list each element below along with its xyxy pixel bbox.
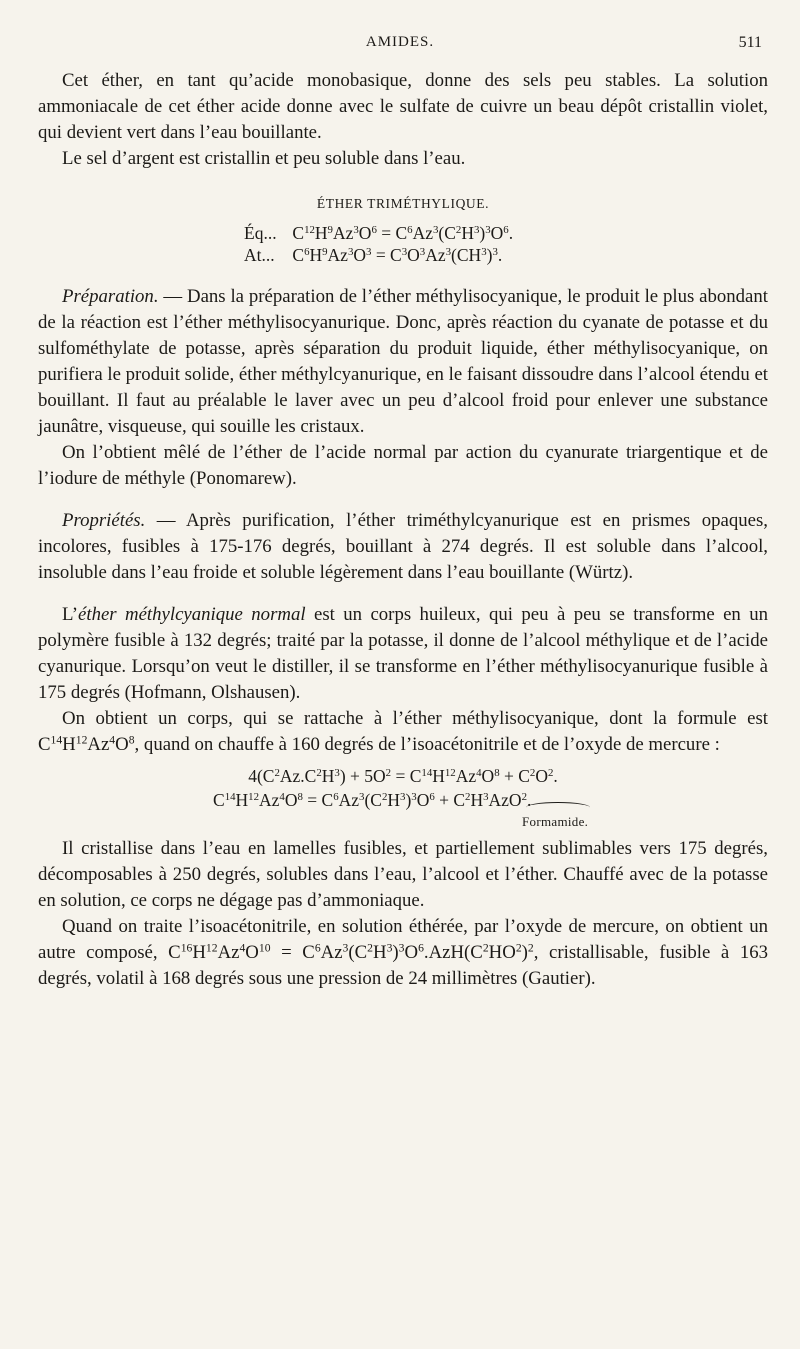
paragraph-sel-argent: Le sel d’argent est cristallin et peu soluble dans l’eau.	[62, 148, 466, 169]
paragraph-preparation	[38, 284, 768, 440]
preparation-text: — Dans la préparation de l’éther méthylisocyanique, le produit le plus abondant de la réaction est l’éther méthylisocyanurique. Donc, après réaction du cyanate de potasse et du sulfométhylate de potasse, après séparation du produit liquide, éther méthylisocyanique, on purifiera le produit solide, éther méthylcyanurique, en le faisant dissoudre dans l’alcool étendu et bouillant. Il faut au préalable le laver avec un peu d’alcool froid pour enlever une substance jaunâtre, visqueuse, qui souille les cristaux.	[38, 286, 768, 437]
paragraph-ether-acide: Cet éther, en tant qu’acide monobasique, donne des sels peu stables. La solution ammoniacale de cet éther acide donne avec le sulfate de cuivre un beau dépôt cristallin violet, qui devient vert dans l’eau bouillante.	[38, 70, 768, 143]
formamide-brace	[526, 802, 590, 813]
ether-normal-text: est un corps huileux, qui peu à peu se transforme en un polymère fusible à 132 degrés; traité par la potasse, il donne de l’alcool méthylique et de l’acide cyanurique. Lorsqu’on veut le distiller, il se transforme en l’éther méthylisocyanurique fusible à 175 degrés (Hofmann, Olshausen).	[38, 604, 769, 703]
reaction-equation-2: $C^{14}H^{12}Az^4O^8 = C^6Az^3(C^2H^3)^3O^6 + C^2H^3AzO^2$.	[213, 790, 532, 810]
paragraph-ponomarew: On l’obtient mêlé de l’éther de l’acide normal par action du cyanurate triargentique et de l’iodure de méthyle (Ponomarew).	[38, 442, 768, 489]
ether-normal-prefix: L’	[62, 604, 79, 625]
formamide-label: Formamide.	[522, 814, 589, 829]
proprietes-heading: Propriétés.	[62, 510, 146, 531]
preparation-heading: Préparation.	[62, 286, 159, 307]
page-body	[38, 68, 768, 992]
corps-formula: $C^{14}H^{12}Az^4O^8$	[38, 733, 135, 755]
paragraph-proprietes	[38, 508, 768, 586]
section-title: ÉTHER TRIMÉTHYLIQUE.	[316, 196, 490, 211]
formula-at-label: At...	[244, 245, 275, 265]
paragraph-ether-normal	[38, 602, 768, 706]
formula-eq-label: Éq...	[244, 223, 277, 243]
final-text-a: Quand on traite l’isoacétonitrile, en solution éthérée, par l’oxyde de mercure, on obtient un autre composé,	[38, 916, 768, 963]
ether-normal-heading: éther méthylcyanique normal	[78, 604, 306, 625]
paragraph-cristallise: Il cristallise dans l’eau en lamelles fusibles, et partiellement sublimables vers 175 degrés, décomposables à 250 degrés, solubles dans l’eau, l’alcool et l’éther. Chauffé avec de la potasse en solution, ce corps ne dégage pas d’ammoniaque.	[38, 838, 768, 911]
reaction-equation-1: $4(C^2Az.C^2H^3) + 5O^2 = C^{14}H^{12}Az^4O^8 + C^2O^2$.	[248, 766, 558, 786]
final-text-b: , cristallisable, fusible à 163 degrés, volatil à 168 degrés sous une pression de 24 millimètres (Gautier).	[38, 942, 769, 989]
corps-text-b: , quand on chauffe à 160 degrés de l’isoacétonitrile et de l’oxyde de mercure :	[134, 734, 720, 755]
paragraph-isoacetonitrile	[38, 914, 768, 992]
running-title: AMIDES.	[365, 34, 435, 50]
formula-equivalent: Éq... $C^{12}H^9Az^3O^6 = C^6Az^3(C^2H^3)^3O^6$.	[244, 223, 514, 243]
final-formula: $C^{16}H^{12}Az^4O^{10} = C^6Az^3(C^2H^3)^3O^6.AzH(C^2HO^2)^2$	[168, 941, 534, 963]
corps-text-a: On obtient un corps, qui se rattache à l’éther méthylisocyanique, dont la formule est	[62, 708, 768, 729]
paragraph-corps	[38, 706, 768, 758]
formula-block	[244, 222, 768, 266]
proprietes-text: — Après purification, l’éther triméthylcyanurique est en prismes opaques, incolores, fusibles à 175-176 degrés, bouillant à 274 degrés. Il est soluble dans l’alcool, insoluble dans l’eau froide et soluble légèrement dans l’eau bouillante (Würtz).	[38, 510, 768, 583]
page-number: 511	[738, 34, 762, 51]
page-header	[0, 34, 800, 58]
reaction-equations	[38, 764, 768, 829]
formula-atomic: At... $C^6H^9Az^3O^3 = C^3O^3Az^3(CH^3)^3$.	[244, 245, 503, 265]
